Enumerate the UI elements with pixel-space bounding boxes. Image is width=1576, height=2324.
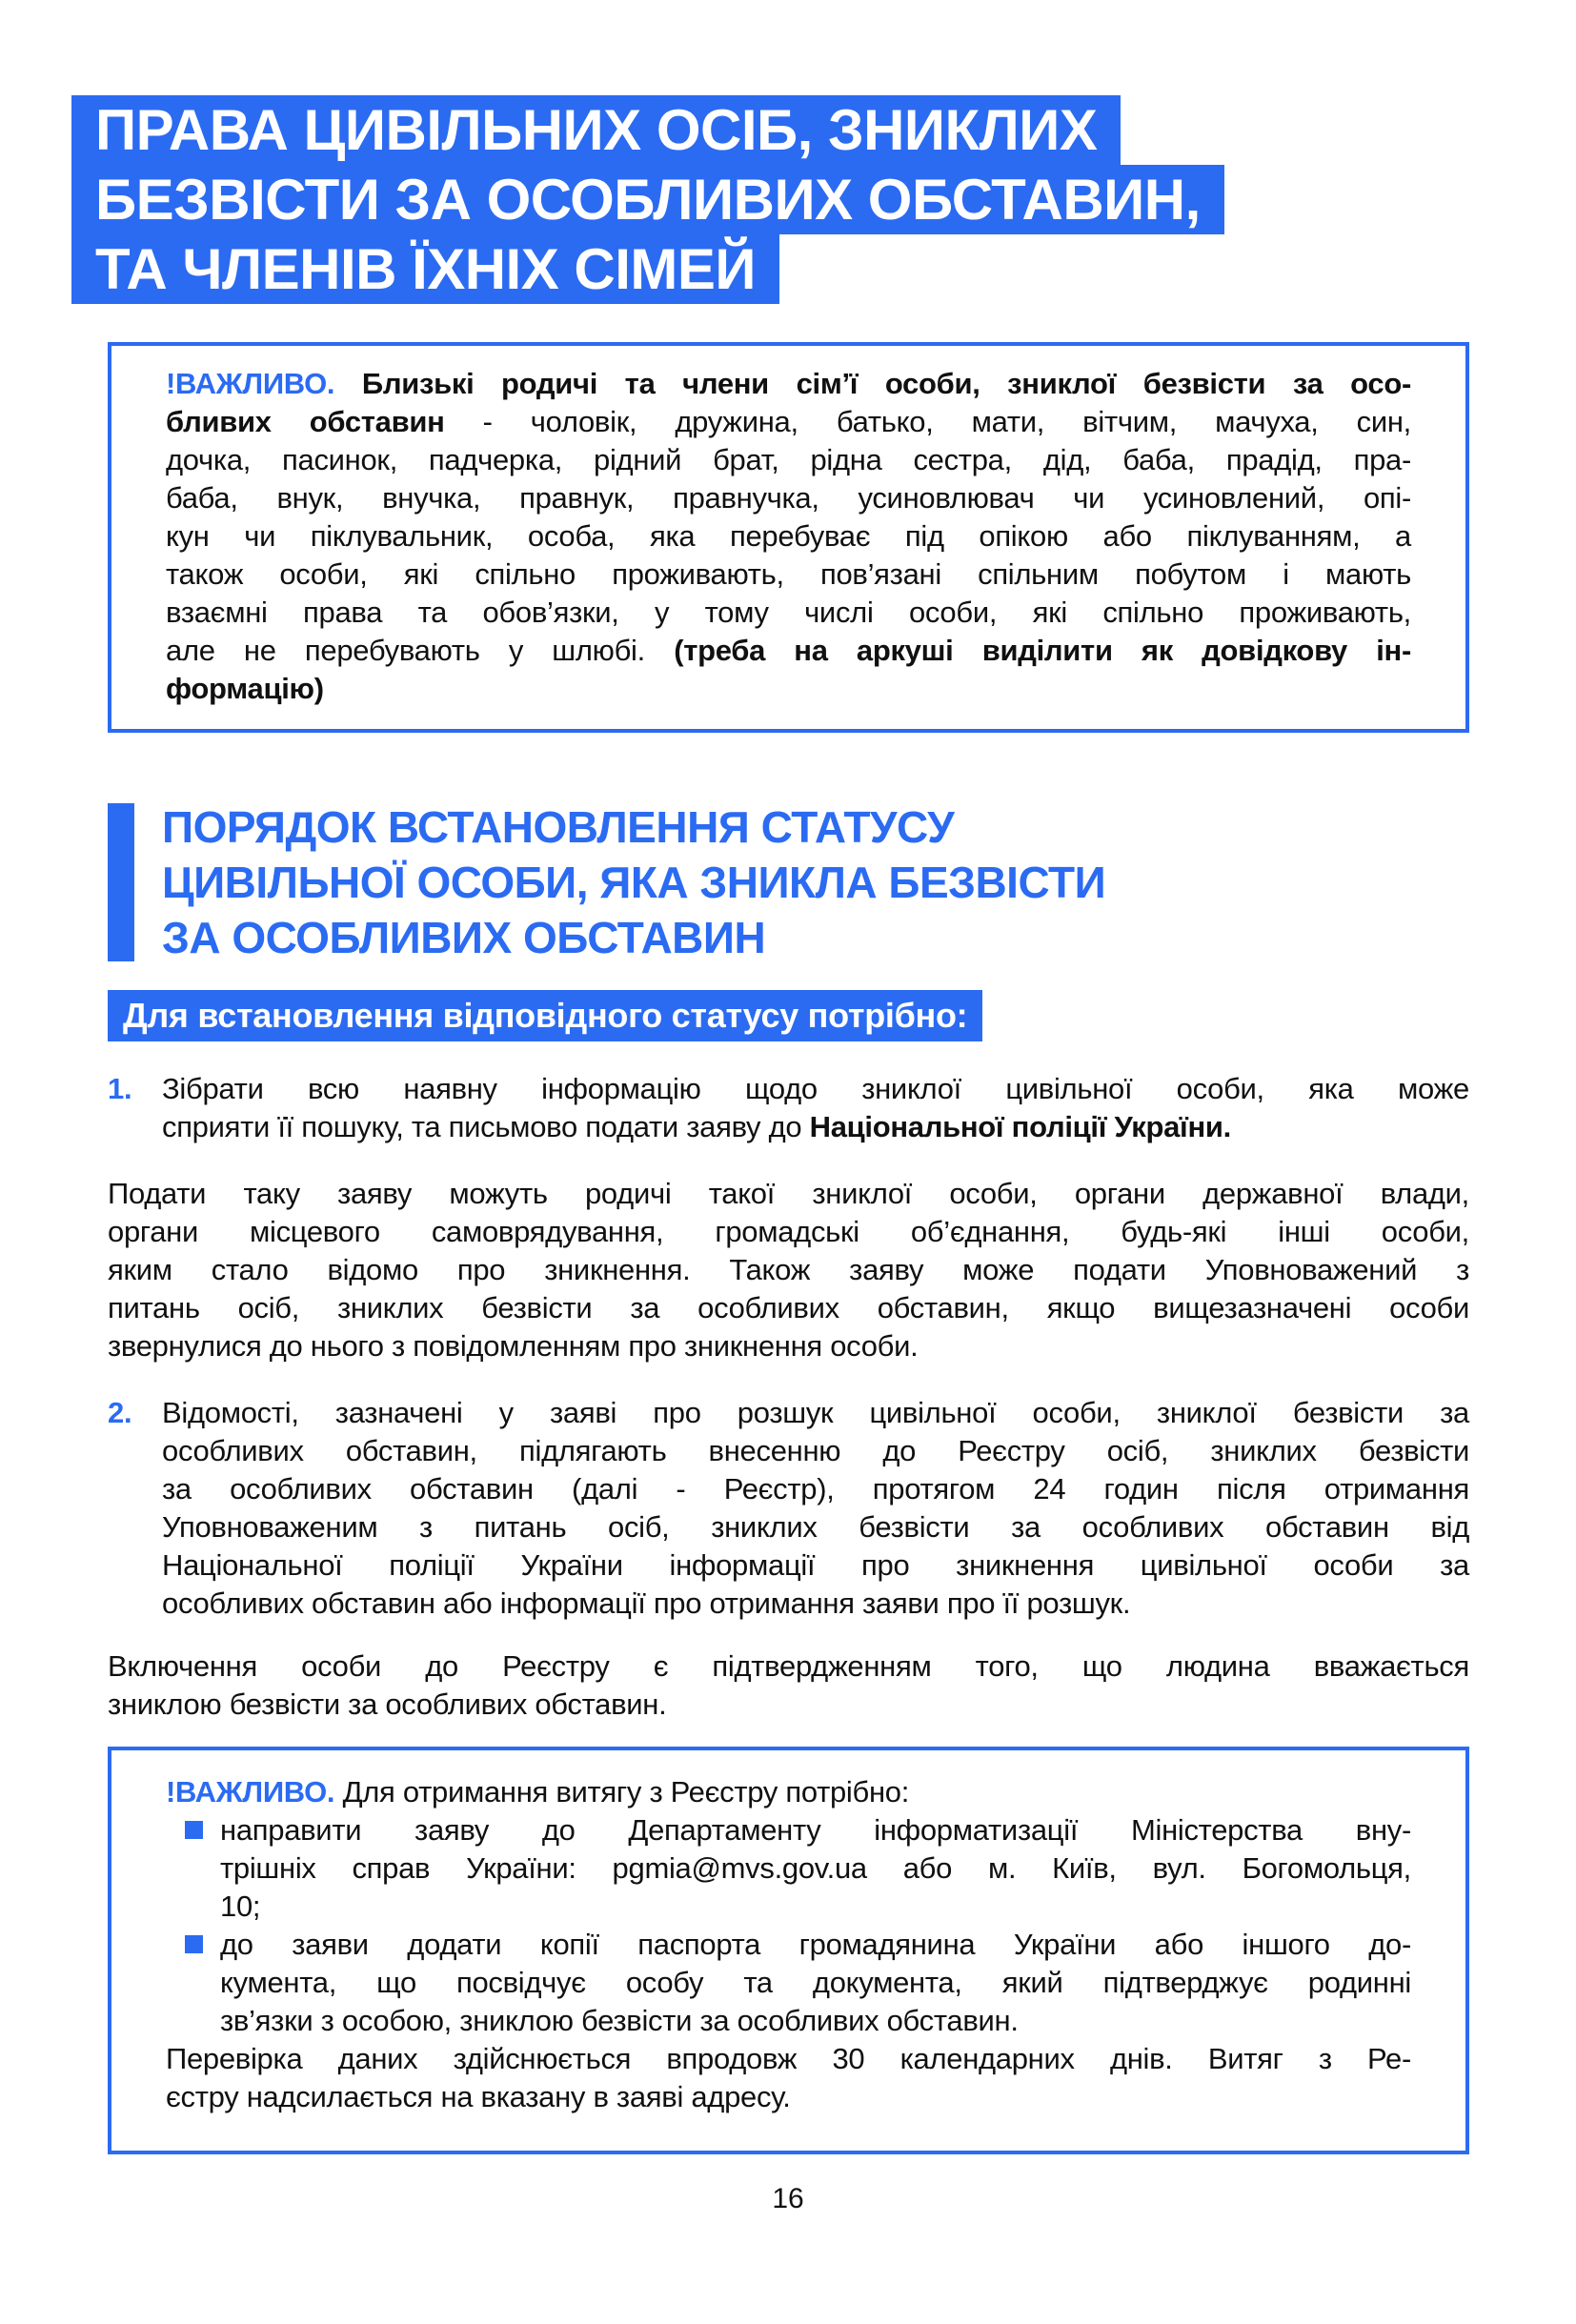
heading-accent-bar	[108, 803, 134, 961]
text-line	[162, 1108, 1469, 1146]
text-run: Близькі родичі та члени сім’ї особи, зниклої безвісти за осо-	[361, 367, 1412, 400]
text-line	[162, 1470, 1469, 1508]
bullet-item-1	[166, 1811, 1411, 1926]
text-run: - чоловік, дружина, батько, мати, вітчим, мачуха, син,	[444, 405, 1411, 438]
text-line	[162, 1394, 1469, 1432]
text-line	[220, 1926, 1411, 1964]
text-line	[71, 165, 1224, 234]
text-run: направити заяву до Департаменту інформатизації Міністерства вну-	[220, 1813, 1411, 1847]
page-title-banner	[71, 95, 1576, 304]
text-line	[166, 2040, 1411, 2078]
section-heading	[108, 799, 1469, 965]
square-bullet-icon	[185, 1821, 203, 1839]
text-line	[108, 1251, 1469, 1289]
important-box-2	[108, 1747, 1469, 2154]
text-run: до заяви додати копії паспорта громадянина України або іншого до-	[220, 1928, 1411, 1961]
text-run: особливих обставин або інформації про отримання заяви про її розшук.	[162, 1586, 1131, 1620]
bullet-item-1-text	[220, 1811, 1411, 1926]
text-run: зв’язки з особою, зниклою безвісти за особливих обставин.	[220, 2004, 1019, 2037]
square-bullet-icon	[185, 1935, 203, 1953]
text-run: також особи, які спільно проживають, пов’язані спільним побутом і мають	[166, 557, 1411, 591]
text-run: єстру надсилається на вказану в заяві адресу.	[166, 2080, 791, 2113]
important-box-1	[108, 342, 1469, 733]
bullet-item-2	[166, 1926, 1411, 2040]
text-run: за особливих обставин (далі - Реєстр), протягом 24 годин після отримання	[162, 1472, 1469, 1506]
text-line	[166, 441, 1411, 479]
text-line	[166, 670, 1411, 708]
text-run: Зібрати всю наявну інформацію щодо зниклої цивільної особи, яка може	[162, 1072, 1469, 1105]
text-run: Включення особи до Реєстру є підтвердженням того, що людина вважається	[108, 1649, 1469, 1683]
text-line	[162, 1070, 1469, 1108]
bullet-item-2-text	[220, 1926, 1411, 2040]
text-line	[162, 1546, 1469, 1585]
text-run: 10;	[220, 1890, 261, 1923]
step-2-text	[162, 1394, 1469, 1623]
text-run: бливих обставин	[166, 405, 445, 438]
step-1	[108, 1070, 1469, 1146]
text-run: формацію)	[166, 672, 324, 705]
text-run: кумента, що посвідчує особу та документа, який підтверджує родинні	[220, 1966, 1411, 1999]
text-run: ПРАВА ЦИВІЛЬНИХ ОСІБ, ЗНИКЛИХ	[95, 98, 1098, 162]
text-run: Уповноваженим з питань осіб, зниклих безвісти за особливих обставин від	[162, 1510, 1469, 1544]
text-line	[220, 1849, 1411, 1888]
important-label: !ВАЖЛИВО.	[166, 1775, 343, 1809]
text-run: (треба на аркуші виділити як довідкову ін-	[674, 634, 1411, 667]
text-line	[162, 855, 1469, 910]
text-run: дочка, пасинок, падчерка, рідний брат, рідна сестра, дід, баба, прадід, пра-	[166, 443, 1411, 476]
text-run: Відомості, зазначені у заяві про розшук цивільної особи, зниклої безвісти за	[162, 1396, 1469, 1429]
text-run: органи місцевого самоврядування, громадські об’єднання, будь-які інші особи,	[108, 1215, 1469, 1248]
text-line	[71, 95, 1121, 165]
text-run: сприяти її пошуку, та письмово подати заяву до	[162, 1110, 810, 1143]
text-line	[220, 1964, 1411, 2002]
text-line	[166, 2078, 1411, 2116]
text-run: звернулися до нього з повідомленням про зникнення особи.	[108, 1329, 919, 1363]
paragraph-1	[108, 1175, 1469, 1365]
text-line	[108, 1327, 1469, 1365]
text-run: ТА ЧЛЕНІВ ЇХНІХ СІМЕЙ	[95, 237, 757, 301]
text-line	[108, 1213, 1469, 1251]
text-run: ЦИВІЛЬНОЇ ОСОБИ, ЯКА ЗНИКЛА БЕЗВІСТИ	[162, 858, 1106, 907]
text-run: Національної поліції України.	[809, 1110, 1231, 1143]
text-line	[162, 1585, 1469, 1623]
step-2	[108, 1394, 1469, 1623]
text-run: трішніх справ України: pgmia@mvs.gov.ua або м. Київ, вул. Богомольця,	[220, 1851, 1411, 1885]
text-run: Подати таку заяву можуть родичі такої зниклої особи, органи державної влади,	[108, 1177, 1469, 1210]
text-line	[166, 632, 1411, 670]
page-number: 16	[772, 2183, 804, 2214]
text-line	[166, 556, 1411, 594]
paragraph-2	[108, 1647, 1469, 1724]
text-line	[166, 365, 1411, 403]
text-line	[166, 594, 1411, 632]
text-run: БЕЗВІСТИ ЗА ОСОБЛИВИХ ОБСТАВИН,	[95, 168, 1201, 232]
important-box-2-intro	[166, 1773, 1411, 1811]
text-line	[162, 799, 1469, 855]
text-run: особливих обставин, підлягають внесенню до Реєстру осіб, зниклих безвісти	[162, 1434, 1469, 1467]
text-line	[220, 1888, 1411, 1926]
text-run: яким стало відомо про зникнення. Також заяву може подати Уповноважений з	[108, 1253, 1469, 1286]
text-line	[162, 1508, 1469, 1546]
text-run: ПОРЯДОК ВСТАНОВЛЕННЯ СТАТУСУ	[162, 802, 955, 852]
step-1-number: 1.	[108, 1072, 132, 1105]
text-line	[71, 234, 779, 304]
text-line	[166, 479, 1411, 517]
text-line	[108, 1647, 1469, 1686]
text-line	[166, 1773, 1411, 1811]
text-line	[162, 1432, 1469, 1470]
section-heading-lines	[162, 799, 1469, 965]
text-run: Перевірка даних здійснюється впродовж 30 календарних днів. Витяг з Ре-	[166, 2042, 1411, 2075]
text-line	[220, 2002, 1411, 2040]
text-line	[166, 403, 1411, 441]
important-box-2-footer	[166, 2040, 1411, 2116]
text-line	[108, 1289, 1469, 1327]
text-run: взаємні права та обов’язки, у тому числі особи, які спільно проживають,	[166, 596, 1411, 629]
text-run: питань осіб, зниклих безвісти за особливих обставин, якщо вищезазначені особи	[108, 1291, 1469, 1324]
step-2-number: 2.	[108, 1396, 132, 1429]
text-run: Для отримання витягу з Реєстру потрібно:	[342, 1775, 910, 1809]
text-run: кун чи піклувальник, особа, яка перебуває під опікою або піклуванням, а	[166, 519, 1411, 553]
text-line	[220, 1811, 1411, 1849]
text-line	[166, 517, 1411, 556]
text-line	[108, 1175, 1469, 1213]
text-run: баба, внук, внучка, правнук, правнучка, усиновлювач чи усиновлений, опі-	[166, 481, 1411, 515]
text-run: але не перебувають у шлюбі.	[166, 634, 675, 667]
text-run: Національної поліції України інформації про зникнення цивільної особи за	[162, 1548, 1469, 1582]
text-line	[162, 910, 1469, 965]
step-1-text	[162, 1070, 1469, 1146]
text-line	[108, 1686, 1469, 1724]
text-run: ЗА ОСОБЛИВИХ ОБСТАВИН	[162, 913, 766, 962]
status-strip: Для встановлення відповідного статусу потрібно:	[108, 990, 982, 1041]
important-label: !ВАЖЛИВО.	[166, 367, 362, 400]
text-run: зниклою безвісти за особливих обставин.	[108, 1687, 667, 1721]
